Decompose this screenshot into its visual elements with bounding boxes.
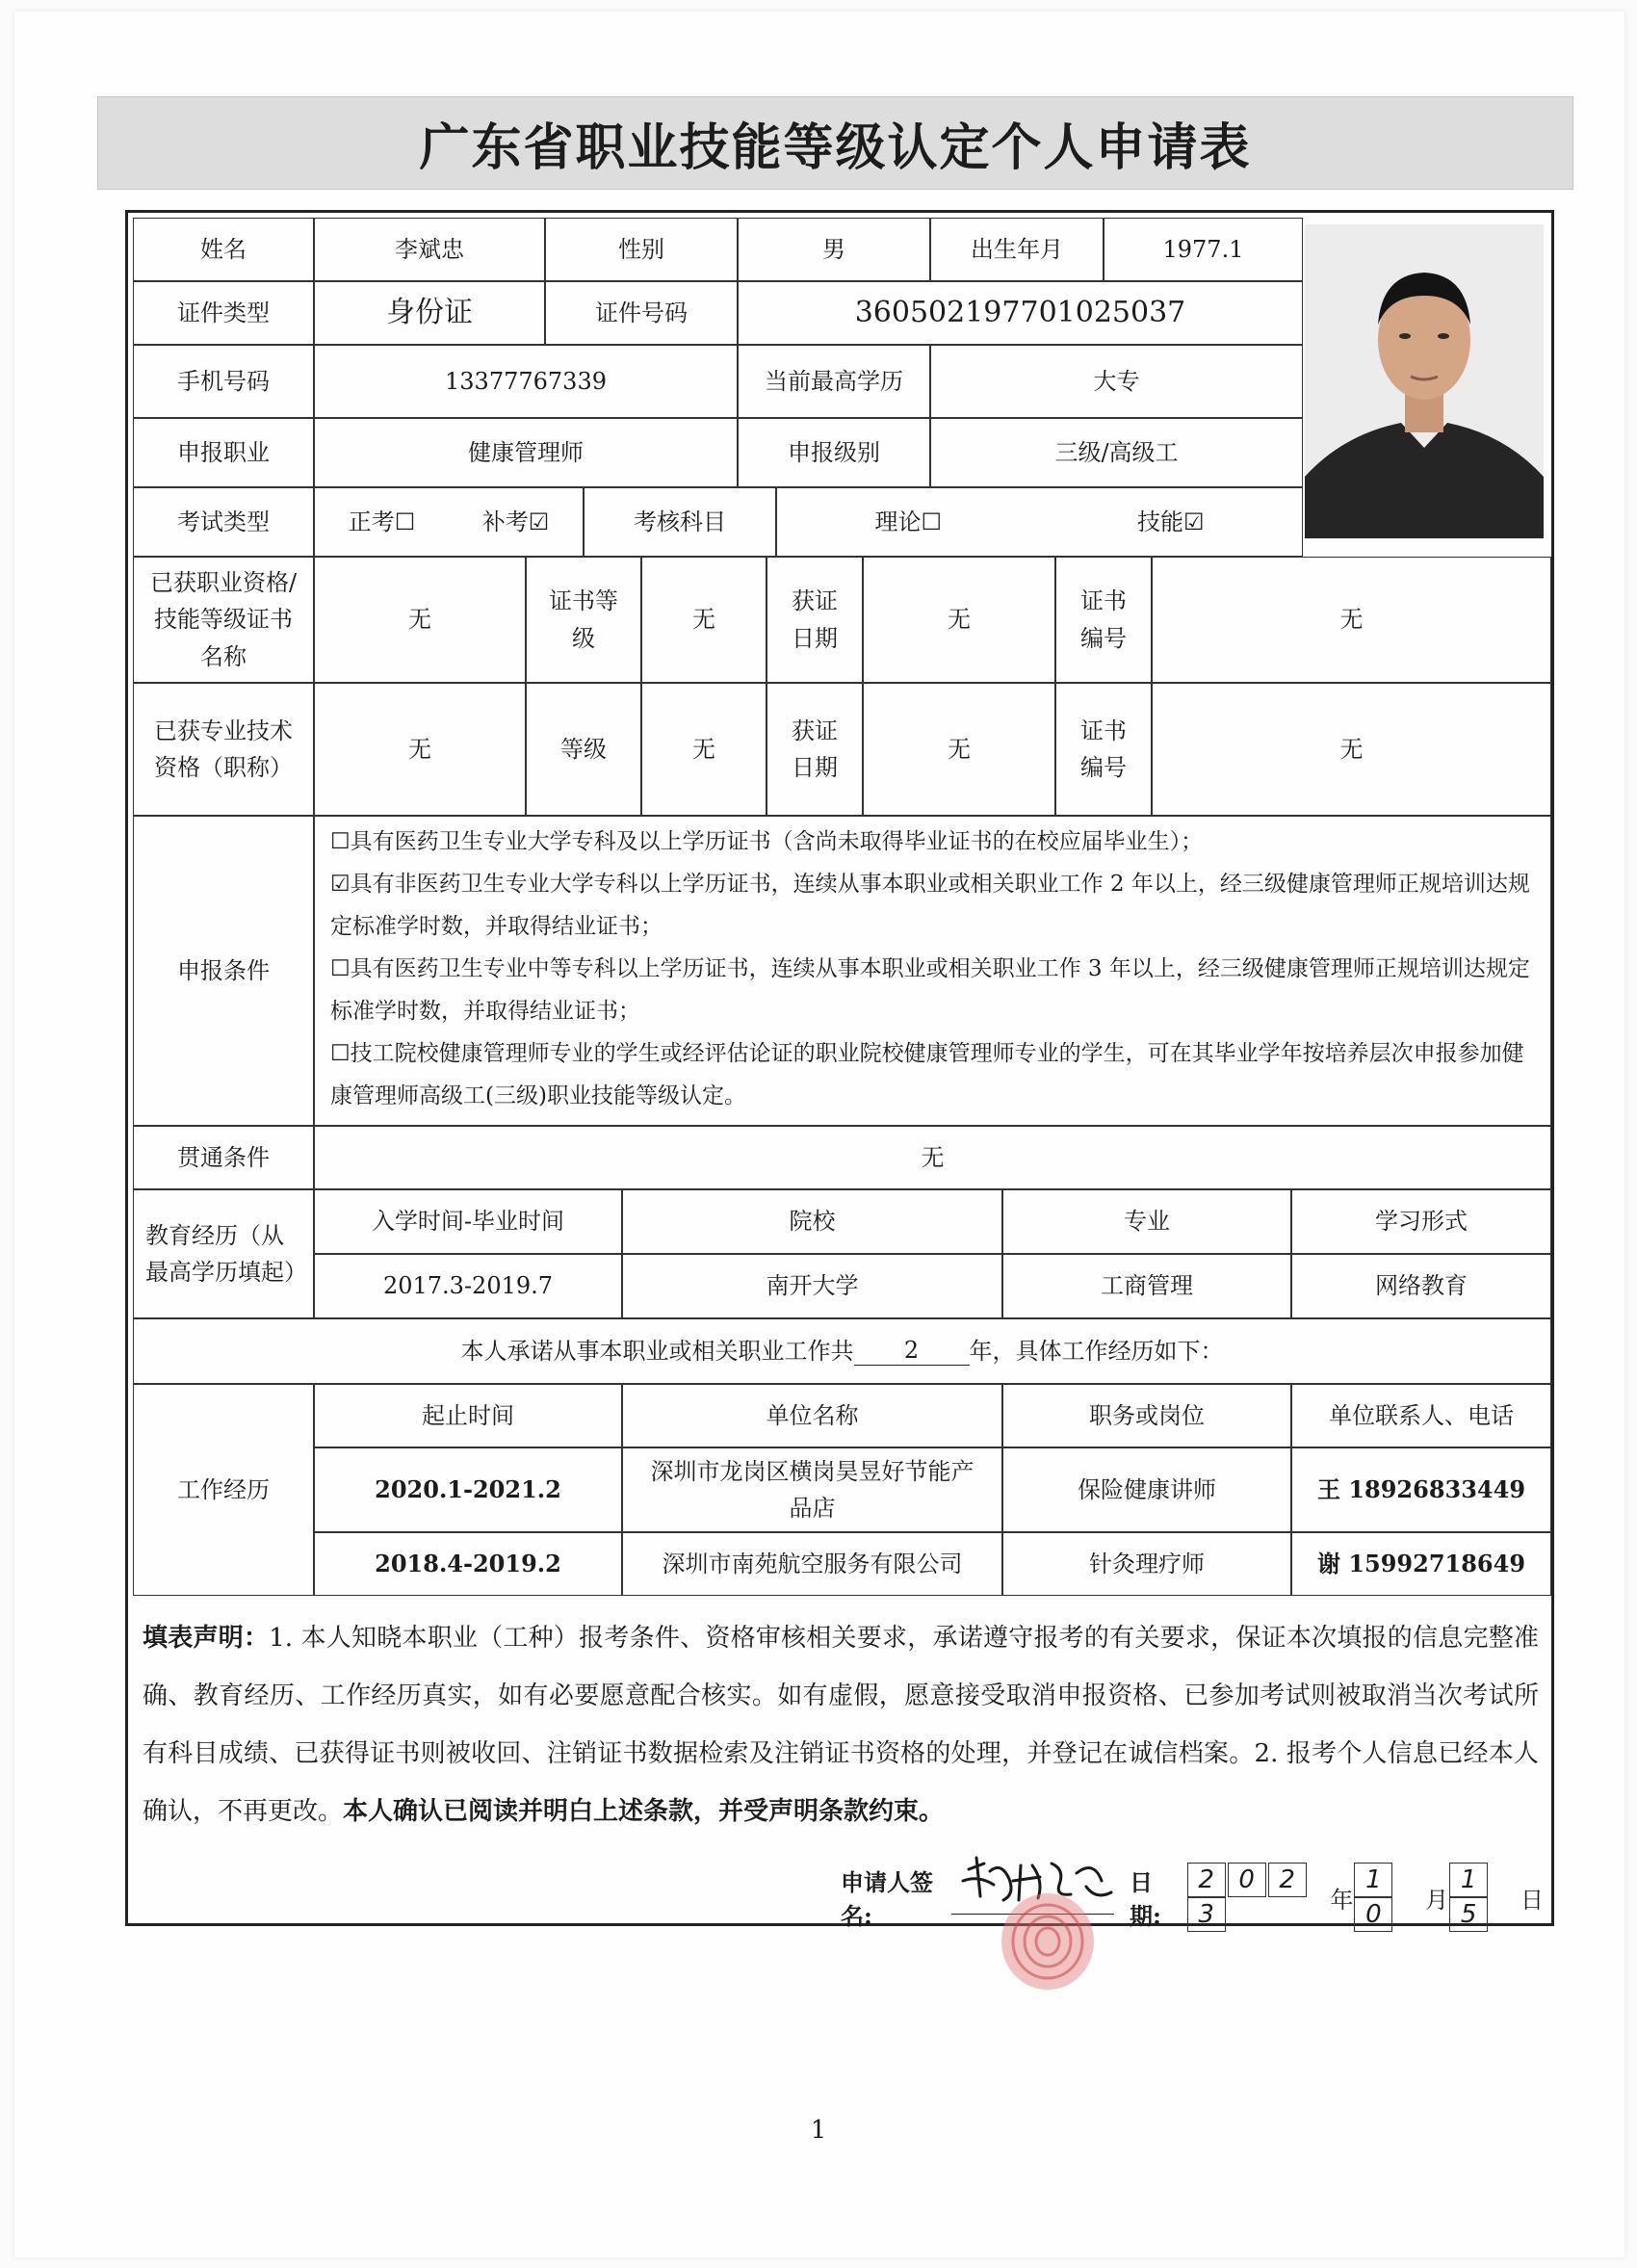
- title-date-value: 无: [863, 683, 1055, 816]
- job-label: 申报职业: [133, 418, 314, 487]
- declaration-body: 1. 本人知晓本职业（工种）报考条件、资格审核相关要求，承诺遵守报考的有关要求，保证本次填报的信息完整准确、教育经历、工作经历真实，如有必要愿意配合核实。如有虚假，愿意接受取消申报资格、已参加考试则被取消当次考试所有科目成绩、已获得证书则被收回、注销证书数据检索及注销证书资格的处理，并登记在诚信档案。2. 报考个人信息已经本人确认，不再更改。: [143, 1624, 1539, 1826]
- condition-item-3[interactable]: ☐具有医药卫生专业中等专科以上学历证书，连续从事本职业或相关职业工作 3 年以上，经三级健康管理师正规培训达规定标准学时数，并取得结业证书；: [330, 956, 1530, 1024]
- edu-header-mode: 学习形式: [1291, 1189, 1551, 1254]
- work-row-1-period: 2020.1-2021.2: [314, 1447, 622, 1532]
- exam-option-regular[interactable]: 正考☐: [348, 508, 416, 535]
- commit-prefix: 本人承诺从事本职业或相关职业工作共: [460, 1337, 854, 1365]
- through-label: 贯通条件: [133, 1126, 314, 1189]
- phone-label: 手机号码: [133, 345, 314, 418]
- date-day-digit-1: 1: [1449, 1863, 1488, 1897]
- cert-date-value: 无: [863, 557, 1055, 683]
- work-row-2-period: 2018.4-2019.2: [314, 1532, 622, 1596]
- id-type-label: 证件类型: [133, 281, 314, 345]
- work-row-2-company: 深圳市南苑航空服务有限公司: [622, 1532, 1002, 1596]
- month-unit: 月: [1425, 1886, 1449, 1914]
- work-label: 工作经历: [133, 1384, 314, 1596]
- title-date-label: 获证日期: [767, 683, 863, 816]
- cert-no-value: 无: [1152, 557, 1551, 683]
- level-label: 申报级别: [738, 418, 930, 487]
- id-type-value: 身份证: [314, 281, 545, 345]
- condition-item-2[interactable]: ☑具有非医药卫生专业大学专科以上学历证书，连续从事本职业或相关职业工作 2 年以上，经三级健康管理师正规培训达规定标准学时数，并取得结业证书；: [330, 872, 1530, 939]
- date-month[interactable]: [1353, 1863, 1425, 1932]
- date-year-digit-4: 3: [1187, 1897, 1226, 1932]
- title-level-label: 等级: [526, 683, 641, 816]
- title-bar: [97, 96, 1573, 190]
- date-year-digit-1: 2: [1187, 1863, 1226, 1897]
- subject-label: 考核科目: [584, 487, 776, 557]
- title-level-value: 无: [641, 683, 767, 816]
- work-header-position: 职务或岗位: [1002, 1384, 1291, 1447]
- work-row-1-company: 深圳市龙岗区横岗昊昱好节能产品店: [622, 1447, 1002, 1532]
- gender-label: 性别: [545, 218, 738, 281]
- subject-options: [776, 487, 1303, 557]
- date-day[interactable]: [1448, 1863, 1520, 1932]
- date-month-digit-1: 1: [1354, 1863, 1392, 1897]
- application-form: [125, 210, 1554, 1930]
- year-unit: 年: [1330, 1886, 1354, 1914]
- education-level-label: 当前最高学历: [738, 345, 930, 418]
- name-label: 姓名: [133, 218, 314, 281]
- title-no-value: 无: [1152, 683, 1551, 816]
- cert-level-label: 证书等级: [526, 557, 641, 683]
- date-year-digit-2: 0: [1228, 1863, 1266, 1897]
- title-no-label: 证书编号: [1055, 683, 1152, 816]
- cert-date-label: 获证日期: [767, 557, 863, 683]
- gender-value: 男: [738, 218, 930, 281]
- job-value: 健康管理师: [314, 418, 738, 487]
- subject-option-skill[interactable]: 技能☑: [1136, 508, 1205, 535]
- qualification-cert-value: 无: [314, 557, 526, 683]
- date-day-digit-2: 5: [1449, 1897, 1488, 1932]
- name-value: 李斌忠: [314, 218, 545, 281]
- birth-label: 出生年月: [930, 218, 1104, 281]
- phone-value: 13377767339: [314, 345, 738, 418]
- edu-header-school: 院校: [622, 1189, 1002, 1254]
- level-value: 三级/高级工: [930, 418, 1303, 487]
- date-month-digit-2: 0: [1354, 1897, 1392, 1932]
- day-unit: 日: [1520, 1886, 1544, 1914]
- work-row-1-contact: 王 18926833449: [1291, 1447, 1551, 1532]
- edu-header-major: 专业: [1002, 1189, 1291, 1254]
- page-number: 1: [810, 2116, 827, 2145]
- signature-label: 申请人签名:: [841, 1868, 933, 1930]
- work-header-contact: 单位联系人、电话: [1291, 1384, 1551, 1447]
- page-title: 广东省职业技能等级认定个人申请表: [419, 119, 1252, 177]
- declaration-heading: 填表声明：: [143, 1624, 270, 1653]
- birth-value: 1977.1: [1104, 218, 1303, 281]
- work-row-1-position: 保险健康讲师: [1002, 1447, 1291, 1532]
- id-no-value: 360502197701025037: [738, 281, 1303, 345]
- date-label: 日期:: [1130, 1868, 1161, 1930]
- exam-option-makeup[interactable]: 补考☑: [481, 508, 550, 535]
- work-commitment: [133, 1318, 1551, 1384]
- exam-type-options: [314, 487, 584, 557]
- fingerprint-stamp-icon: [990, 1889, 1105, 1994]
- commit-suffix: 年，具体工作经历如下：: [969, 1337, 1224, 1365]
- edu-header-period: 入学时间-毕业时间: [314, 1189, 622, 1254]
- applicant-photo: [1305, 224, 1544, 538]
- edu-major: 工商管理: [1002, 1254, 1291, 1318]
- exam-type-label: 考试类型: [133, 487, 314, 557]
- declaration-bold-tail: 本人确认已阅读并明白上述条款，并受声明条款约束。: [343, 1797, 945, 1826]
- cert-no-label: 证书编号: [1055, 557, 1152, 683]
- education-level-value: 大专: [930, 345, 1303, 418]
- work-header-period: 起止时间: [314, 1384, 622, 1447]
- person-photo-icon: [1305, 224, 1544, 538]
- professional-title-label: 已获专业技术资格（职称）: [133, 683, 314, 816]
- id-no-label: 证件号码: [545, 281, 738, 345]
- conditions-list: [314, 816, 1551, 1126]
- date-year[interactable]: [1186, 1863, 1331, 1932]
- conditions-label: 申报条件: [133, 816, 314, 1126]
- signature-row: [841, 1865, 1544, 1930]
- work-row-2-contact: 谢 15992718649: [1291, 1532, 1551, 1596]
- subject-option-theory[interactable]: 理论☐: [874, 508, 942, 535]
- condition-item-1[interactable]: ☐具有医药卫生专业大学专科及以上学历证书（含尚未取得毕业证书的在校应届毕业生）；: [330, 829, 1204, 854]
- work-row-2-position: 针灸理疗师: [1002, 1532, 1291, 1596]
- edu-mode: 网络教育: [1291, 1254, 1551, 1318]
- edu-period: 2017.3-2019.7: [314, 1254, 622, 1318]
- education-label: 教育经历（从最高学历填起）: [133, 1189, 314, 1318]
- work-header-company: 单位名称: [622, 1384, 1002, 1447]
- date-year-digit-3: 2: [1268, 1863, 1307, 1897]
- professional-title-value: 无: [314, 683, 526, 816]
- qualification-cert-label: 已获职业资格/技能等级证书名称: [133, 557, 314, 683]
- through-value: 无: [314, 1126, 1551, 1189]
- cert-level-value: 无: [641, 557, 767, 683]
- condition-item-4[interactable]: ☐技工院校健康管理师专业的学生或经评估论证的职业院校健康管理师专业的学生，可在其毕业学年按培养层次申报参加健康管理师高级工(三级)职业技能等级认定。: [330, 1041, 1524, 1108]
- edu-school: 南开大学: [622, 1254, 1002, 1318]
- signature-field[interactable]: [951, 1881, 1114, 1915]
- commit-years: 2: [854, 1337, 970, 1366]
